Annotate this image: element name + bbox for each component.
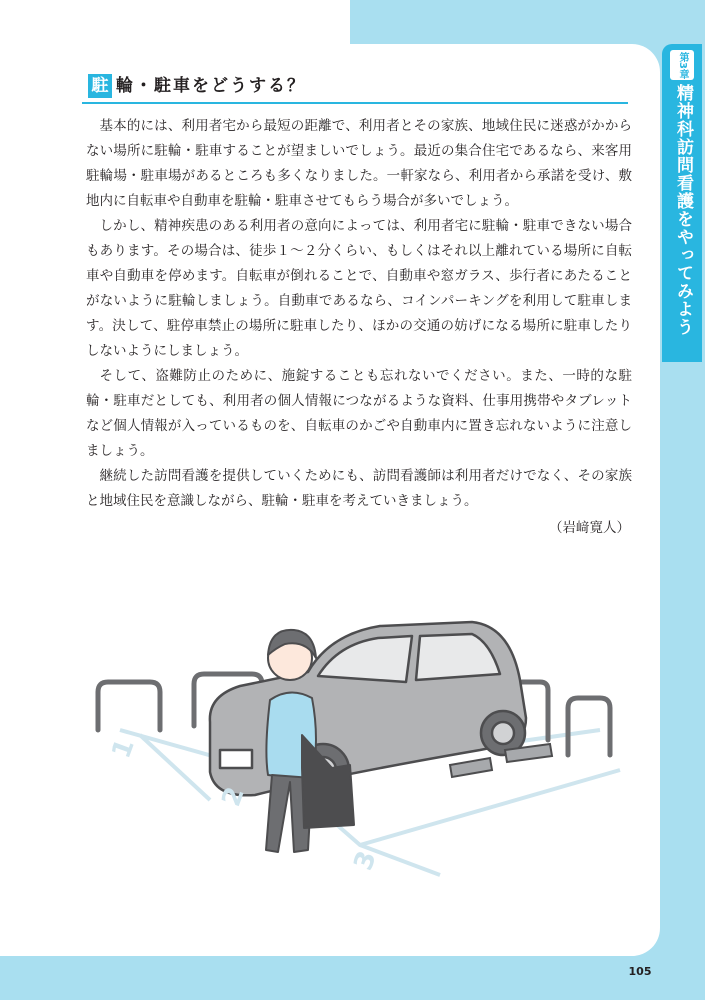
paragraph: 基本的には、利用者宅から最短の距離で、利用者とその家族、地域住民に迷惑がかからない場所に駐輪・駐車することが望ましいでしょう。最近の集合住宅であるなら、来客用駐輪場・駐車場があるところも多くなりました。一軒家なら、利用者から承諾を受け、敷地内に自転車や自動車を駐輪・駐車させてもらう場合が多いでしょう。 bbox=[86, 118, 632, 209]
paragraph: 継続した訪問看護を提供していくためにも、訪問看護師は利用者だけでなく、その家族と地域住民を意識しながら、駐輪・駐車を考えていきましょう。 bbox=[86, 468, 632, 509]
space-number: 2 bbox=[216, 783, 251, 811]
author-credit: （岩﨑寛人） bbox=[549, 520, 630, 536]
paragraph: しかし、精神疾患のある利用者の意向によっては、利用者宅に駐輪・駐車できない場合もあります。その場合は、徒歩１～２分くらい、もしくはそれ以上離れている場所に自転車や自動車を停めます。自転車が倒れることで、自動車や窓ガラス、歩行者にあたることがないように駐輪しましょう。自動車であるなら、コインパーキングを利用して駐車します。決して、駐停車禁止の場所に駐車したり、ほかの交通の妨げになる場所に駐車したりしないようにしましょう。 bbox=[86, 218, 632, 359]
top-white-band bbox=[0, 0, 350, 48]
page-number: 105 bbox=[628, 965, 652, 978]
heading-text: 輪・駐車をどうする？ bbox=[116, 76, 306, 96]
parking-illustration bbox=[80, 600, 640, 900]
chapter-label: 第3章 bbox=[670, 50, 694, 80]
chapter-title: 精神科訪問看護をやってみよう bbox=[673, 84, 693, 336]
space-number: 3 bbox=[348, 847, 383, 875]
space-number: 1 bbox=[106, 735, 141, 763]
section-heading bbox=[82, 72, 628, 104]
heading-badge: 駐 bbox=[88, 74, 112, 98]
paragraph: そして、盗難防止のために、施錠することも忘れないでください。また、一時的な駐輪・駐車だとしても、利用者の個人情報につながるような資料、仕事用携帯やタブレットなど個人情報が入っているものを、自転車のかごや自動車内に置き忘れないように注意しましょう。 bbox=[86, 368, 632, 459]
body-text bbox=[86, 114, 632, 541]
